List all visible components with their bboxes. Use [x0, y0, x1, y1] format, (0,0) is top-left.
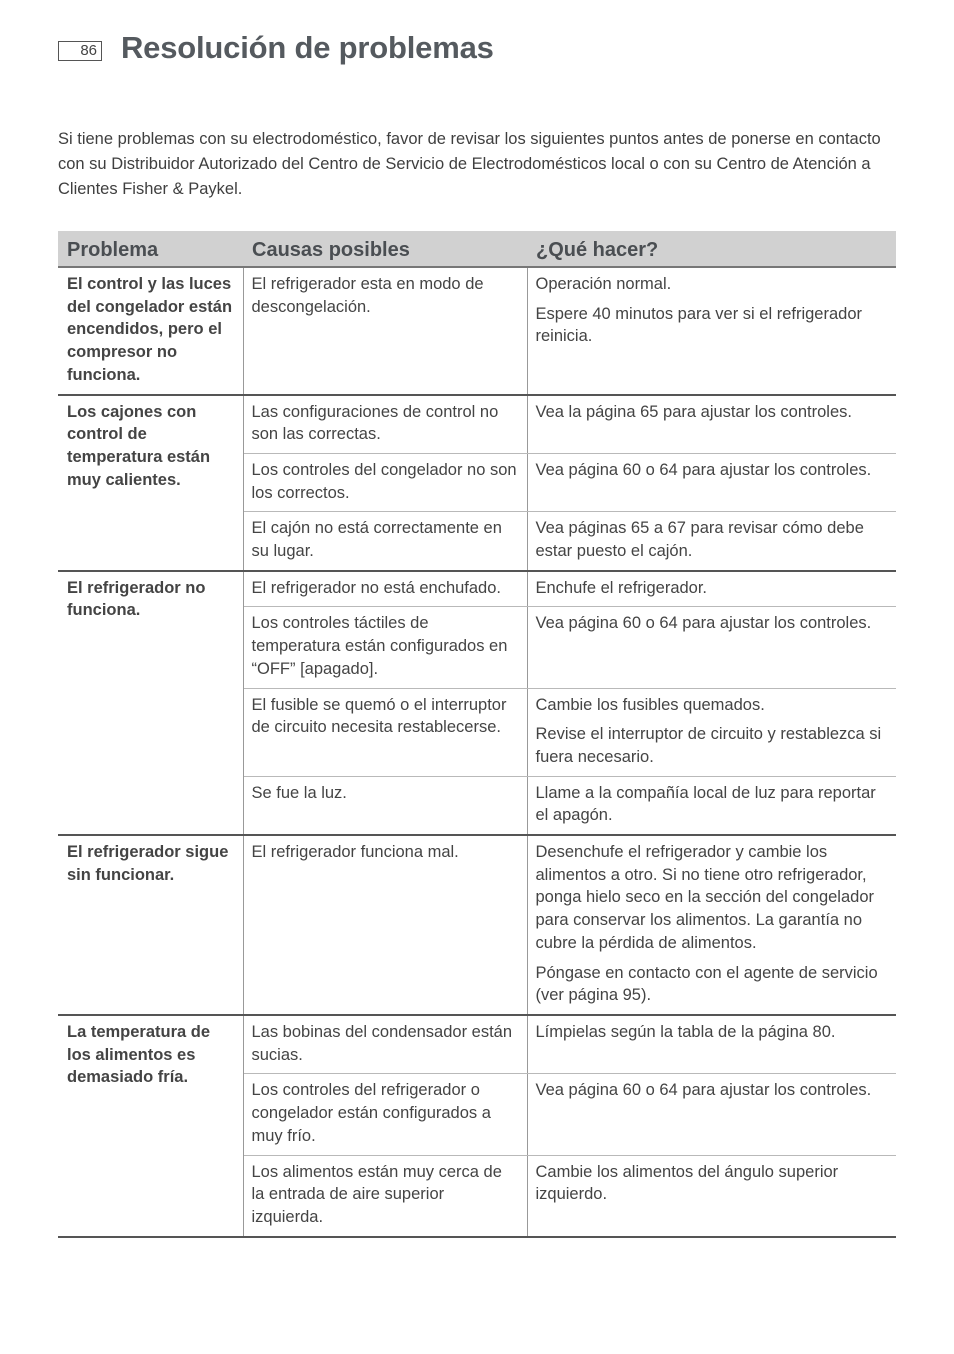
action-text: Cambie los alimentos del ángulo superior izquierdo.: [535, 1162, 839, 1204]
action-cell: [527, 688, 896, 776]
action-cell: [527, 453, 896, 511]
cause-cell: Las configuraciones de control no son las correctas.: [243, 395, 527, 454]
action-text: Póngase en contacto con el agente de servicio (ver página 95).: [535, 963, 878, 1005]
cause-cell: El refrigerador esta en modo de descongelación.: [243, 267, 527, 395]
action-cell: [527, 1074, 896, 1155]
action-cell: [527, 395, 896, 454]
action-text: Vea página 60 o 64 para ajustar los controles.: [535, 460, 872, 479]
action-text: Revise el interruptor de circuito y restablezca si fuera necesario.: [535, 725, 882, 766]
action-text: Vea página 60 o 64 para ajustar los controles.: [535, 614, 872, 633]
cause-cell: Los controles del congelador no son los correctos.: [243, 453, 527, 511]
action-cell: [527, 512, 896, 571]
action-text: Espere 40 minutos para ver si el refrigerador reinicia.: [535, 304, 862, 346]
header-problem: Problema: [58, 231, 243, 267]
cause-cell: Se fue la luz.: [243, 776, 527, 835]
intro-paragraph: Si tiene problemas con su electrodoméstico, favor de revisar los siguientes puntos antes de ponerse en contacto con su Distribuidor Autorizado del Centro de Servicio de Electrodomésticos local o con su Centro de Atención a Clientes Fisher & Paykel.: [58, 130, 881, 198]
table-row: [58, 1015, 896, 1074]
cause-cell: Los controles táctiles de temperatura están configurados en “OFF” [apagado].: [243, 607, 527, 688]
problem-cell: El refrigerador no funciona.: [58, 571, 243, 835]
action-text: Vea páginas 65 a 67 para revisar cómo debe estar puesto el cajón.: [535, 519, 864, 561]
table-body: [58, 267, 896, 1237]
problem-cell: El control y las luces del congelador están encendidos, pero el compresor no funciona.: [58, 267, 243, 395]
action-text: Desenchufe el refrigerador y cambie los alimentos a otro. Si no tiene otro refrigerador, ponga hielo seco en la sección del congelador para conservar los alimentos. La garantía no cubre la pérdida de alimentos.: [535, 843, 874, 952]
action-text: Operación normal.: [535, 275, 672, 293]
problem-cell: La temperatura de los alimentos es demasiado fría.: [58, 1015, 243, 1237]
cause-cell: El fusible se quemó o el interruptor de circuito necesita restablecerse.: [243, 688, 527, 776]
table-header: [58, 231, 896, 267]
action-text: Vea la página 65 para ajustar los controles.: [535, 402, 852, 421]
action-cell: [527, 571, 896, 607]
table-row: [58, 267, 896, 395]
action-text: Límpielas según la tabla de la página 80.: [535, 1022, 836, 1041]
troubleshooting-table: [58, 231, 896, 1238]
action-text: Llame a la compañía local de luz para reportar el apagón.: [535, 783, 876, 825]
cause-cell: Los alimentos están muy cerca de la entrada de aire superior izquierda.: [243, 1155, 527, 1237]
table-row: [58, 395, 896, 454]
problem-cell: Los cajones con control de temperatura están muy calientes.: [58, 395, 243, 571]
action-cell: [527, 1015, 896, 1074]
action-cell: [527, 267, 896, 395]
action-cell: [527, 1155, 896, 1237]
action-cell: [527, 607, 896, 688]
header-what-to-do: ¿Qué hacer?: [527, 231, 896, 267]
table-row: [58, 571, 896, 607]
page-number: 86: [58, 41, 102, 61]
cause-cell: Los controles del refrigerador o congelador están configurados a muy frío.: [243, 1074, 527, 1155]
cause-cell: El refrigerador funciona mal.: [243, 835, 527, 1015]
table-row: [58, 835, 896, 1015]
action-cell: [527, 776, 896, 835]
action-text: Cambie los fusibles quemados.: [535, 695, 765, 714]
cause-cell: Las bobinas del condensador están sucias.: [243, 1015, 527, 1074]
problem-cell: El refrigerador sigue sin funcionar.: [58, 835, 243, 1015]
header-causes: Causas posibles: [243, 231, 527, 267]
cause-cell: El cajón no está correctamente en su lugar.: [243, 512, 527, 571]
cause-cell: El refrigerador no está enchufado.: [243, 571, 527, 607]
action-cell: [527, 835, 896, 1015]
action-text: Vea página 60 o 64 para ajustar los controles.: [535, 1081, 872, 1100]
action-text: Enchufe el refrigerador.: [535, 578, 708, 597]
page-title: Resolución de problemas: [121, 30, 494, 65]
